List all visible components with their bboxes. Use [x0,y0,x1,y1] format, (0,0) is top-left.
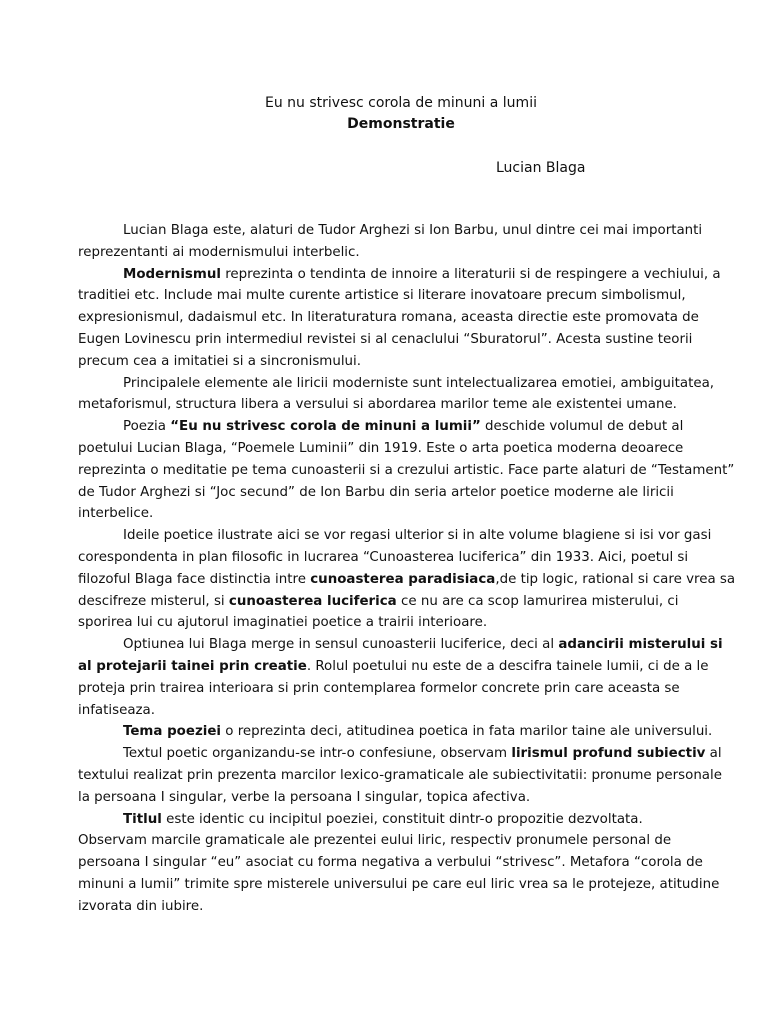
bold-term: lirismul profund subiectiv [511,746,706,762]
bold-term: “Eu nu strivesc corola de minuni a lumii” [170,419,481,435]
bold-term: cunoasterea paradisiaca [310,571,496,587]
paragraph-text: Optiunea lui Blaga merge in sensul cunoasterii luciferice, deci al [123,637,559,653]
document-body [78,220,736,918]
paragraph-text: este identic cu incipitul poeziei, constituit dintr-o propozitie dezvoltata. [161,811,643,827]
paragraph-text: Principalele elemente ale liricii moderniste sunt intelectualizarea emotiei, ambiguitatea, metaforismul, structura libera a versului si abordarea marilor teme ale existentei umane. [78,375,715,413]
bold-term: Tema poeziei [123,724,222,740]
paragraph-p2 [78,264,736,373]
paragraph-text: Textul poetic organizandu-se intr-o confesiune, observam [123,746,512,762]
bold-term: Modernismul [123,266,221,282]
bold-term: adancirii misterului si al protejarii tainei prin creatie [78,637,723,674]
paragraph-text: reprezinta o tendinta de innoire a literaturii si de respingere a vechiului, a traditiei etc. Include mai multe curente artistice si literare inovatoare precum simbolismul, expresionismul, dadaismul etc. In literaturatura romana, aceasta directie este promovata de Eugen Lovinescu prin intermediul revistei si al cenaclului “Sburatorul”. Acesta sustine teorii precum cea a imitatiei si a sincronismului. [78,266,721,369]
paragraph-text: o reprezinta deci, atitudinea poetica in fata marilor taine ale universului. [221,724,713,740]
paragraph-p4 [78,416,736,525]
paragraph-p10 [78,830,736,917]
paragraph-p8 [78,743,736,808]
paragraph-text: Lucian Blaga este, alaturi de Tudor Arghezi si Ion Barbu, unul dintre cei mai importanti reprezentanti ai modernismului interbelic. [78,223,703,260]
paragraph-text: Observam marcile gramaticale ale prezentei eului liric, respectiv pronumele personal de persoana I singular “eu” asociat cu forma negativa a verbului “strivesc”. Metafora “corola de minuni a lumii” trimite spre misterele universului pe care eul liric vrea sa le protejeze, atitudine izvorata din iubire. [78,833,720,914]
paragraph-text: al textului realizat prin prezenta marcilor lexico-gramaticale ale subiectivitatii: pronume personale la persoana I singular, verbe la persoana I singular, topica afectiva. [78,746,722,805]
paragraph-text: deschide volumul de debut al poetului Lucian Blaga, “Poemele Luminii” din 1919. Este o arta poetica moderna deoarece reprezinta o meditatie pe tema cunoasterii si a crezului artistic. Face parte alaturi de “Testament” de Tudor Arghezi si “Joc secund” de Ion Barbu din seria artelor poetice moderne ale liricii interbelice. [78,419,735,522]
paragraph-p9 [78,809,736,831]
document-title: Eu nu strivesc corola de minuni a lumii [265,95,537,111]
paragraph-text: . Rolul poetului nu este de a descifra tainele lumii, ci de a le proteja prin trairea interioara si prin contemplarea formelor concrete prin care aceasta se infatiseaza. [78,658,709,718]
document-subtitle: Demonstratie [347,116,455,132]
paragraph-p3 [78,373,736,417]
paragraph-text: ,de tip logic, rational si care vrea sa descifreze misterul, si [78,571,736,609]
paragraph-text: ce nu are ca scop lamurirea misterului, ci sporirea lui cu ajutorul imaginatiei poetice a trairii interioare. [78,593,679,631]
paragraph-p6 [78,634,736,721]
paragraph-text: Ideile poetice ilustrate aici se vor regasi ulterior si in alte volume blagiene si isi vor gasi corespondenta in plan filosofic in lucrarea “Cunoasterea luciferica” din 1933. Aici, poetul si filozoful Blaga face distinctia intre [78,528,712,587]
paragraph-p5 [78,525,736,634]
paragraph-text: Poezia [123,419,171,435]
bold-term: cunoasterea luciferica [228,593,397,609]
paragraph-p7 [78,721,736,743]
document-author: Lucian Blaga [496,160,586,176]
bold-term: Titlul [123,811,162,827]
paragraph-p1 [78,220,736,264]
